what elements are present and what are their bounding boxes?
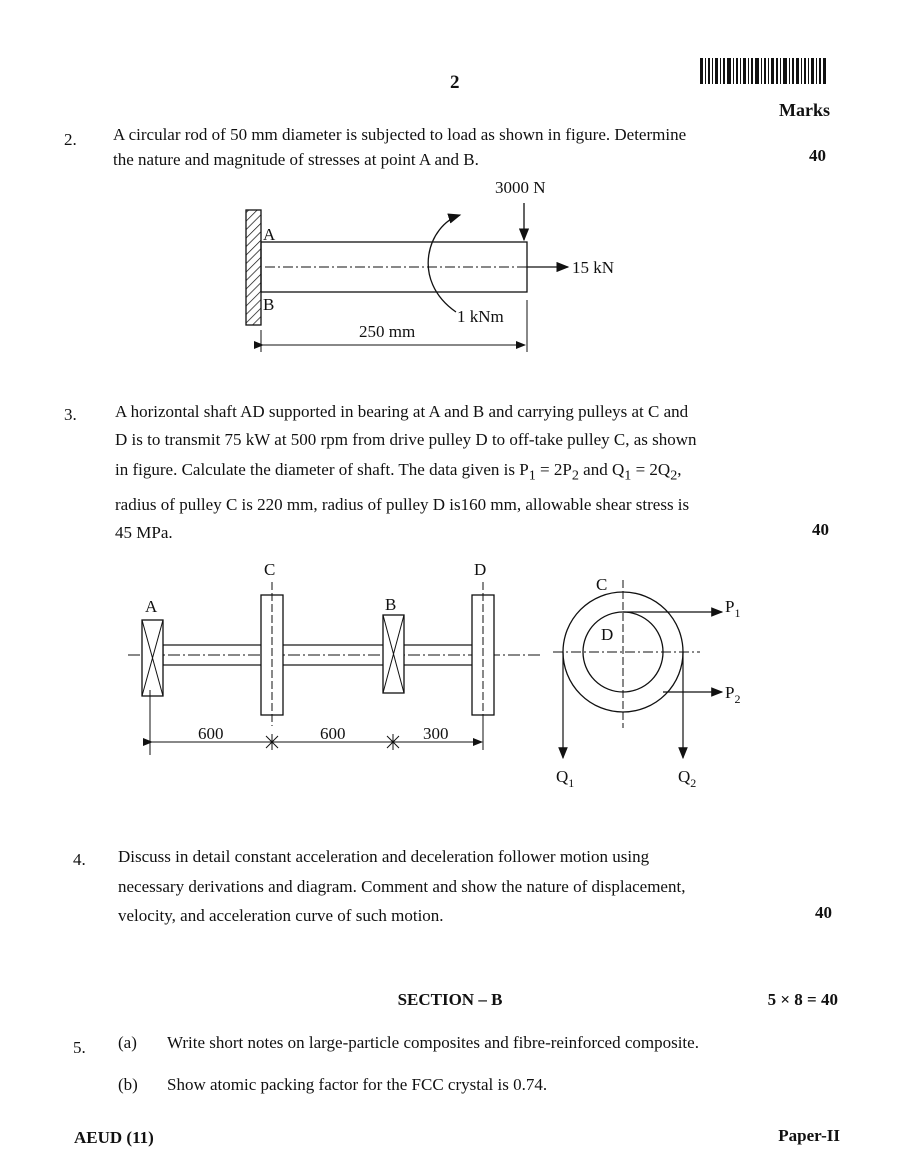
q5a-text: Write short notes on large-particle composites and fibre-reinforced composite.: [167, 1033, 699, 1052]
fixed-wall: [246, 210, 261, 325]
dim-2-label: 600: [320, 724, 346, 743]
section-b-title: SECTION – B: [397, 990, 503, 1009]
end-view-c-label: C: [596, 575, 608, 594]
page-number: 2: [450, 72, 460, 93]
bearing-a-label: A: [145, 597, 158, 616]
q4-line2: necessary derivations and diagram. Comment and show the nature of displacement,: [118, 877, 686, 896]
q2-figure: [0, 0, 900, 360]
q3-number: 3.: [64, 405, 77, 424]
dim-1-label: 600: [198, 724, 224, 743]
q2-marks: 40: [809, 146, 826, 165]
q2-number: 2.: [64, 130, 77, 149]
q3-line3: in figure. Calculate the diameter of shaft. The data given is $P_1 = 2P_2$ and $Q_1 = 2Q_2$,: [115, 460, 682, 484]
pulley-d: [472, 582, 494, 726]
moment-arc: [428, 215, 460, 312]
q5b-label: (b): [118, 1075, 138, 1094]
q4-marks: 40: [815, 903, 832, 922]
bearing-a: [142, 620, 163, 696]
q3-line2: D is to transmit 75 kW at 500 rpm from drive pulley D to off-take pulley C, as shown: [115, 430, 697, 449]
length-label: 250 mm: [359, 322, 416, 341]
q1-label: $Q_1$: [556, 767, 575, 790]
section-b-marks: 5 × 8 = 40: [767, 990, 838, 1009]
q3-marks: 40: [812, 520, 829, 539]
footer-code: AEUD (11): [74, 1128, 154, 1147]
q2-line2: the nature and magnitude of stresses at point A and B.: [113, 150, 479, 169]
load-3000n-label: 3000 N: [495, 178, 546, 197]
dim-3-label: 300: [423, 724, 449, 743]
q2-line1: A circular rod of 50 mm diameter is subjected to load as shown in figure. Determine: [113, 125, 687, 144]
q4-line3: velocity, and acceleration curve of such motion.: [118, 906, 444, 925]
footer-paper: Paper-II: [778, 1126, 840, 1145]
q3-line4: radius of pulley C is 220 mm, radius of pulley D is160 mm, allowable shear stress is: [115, 495, 690, 514]
q5a-label: (a): [118, 1033, 137, 1052]
bearing-b: [383, 615, 404, 693]
q2-label: $Q_2$: [678, 767, 697, 790]
q3-line1: A horizontal shaft AD supported in bearing at A and B and carrying pulleys at C and: [115, 402, 689, 421]
q3-figure: [0, 550, 900, 800]
p1-label: $P_1$: [725, 597, 741, 620]
moment-label: 1 kNm: [457, 307, 504, 326]
axial-load-label: 15 kN: [572, 258, 615, 277]
pulley-end-view: [553, 580, 722, 758]
point-a-label: A: [263, 225, 276, 244]
q5b-text: Show atomic packing factor for the FCC crystal is 0.74.: [167, 1075, 548, 1094]
q3-line5: 45 MPa.: [115, 523, 173, 542]
marks-heading: Marks: [779, 100, 830, 120]
bearing-b-label: B: [385, 595, 397, 614]
point-b-label: B: [263, 295, 275, 314]
pulley-c: [261, 582, 283, 726]
q4-line1: Discuss in detail constant acceleration and deceleration follower motion using: [118, 847, 650, 866]
q4-number: 4.: [73, 850, 86, 869]
pulley-d-label: D: [474, 560, 487, 579]
end-view-d-label: D: [601, 625, 614, 644]
p2-label: $P_2$: [725, 683, 741, 706]
pulley-c-label: C: [264, 560, 276, 579]
q5-number: 5.: [73, 1038, 86, 1057]
